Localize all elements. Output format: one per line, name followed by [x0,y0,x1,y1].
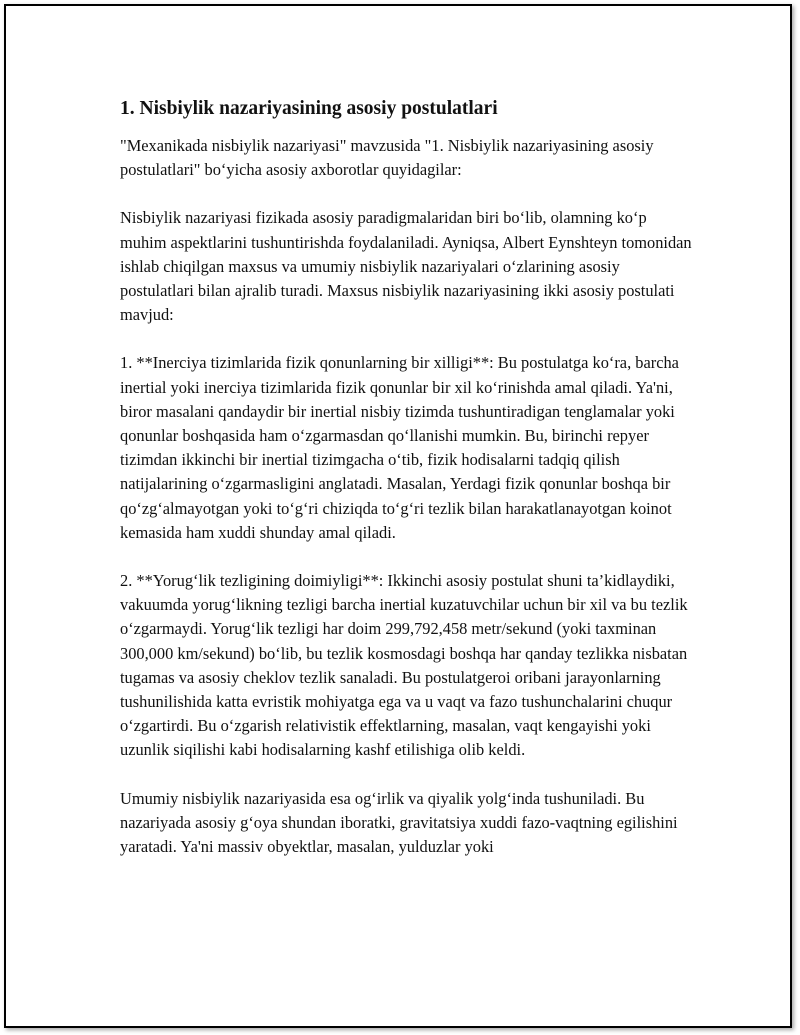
document-title: 1. Nisbiylik nazariyasining asosiy postulatlari [120,98,498,119]
document-body [120,96,694,883]
document-page [4,4,792,1028]
general-relativity-paragraph: Umumiy nisbiylik nazariyasida esa og‘irlik va qiyalik yolg‘inda tushuniladi. Bu nazariyada asosiy g‘oya shundan iboratki, gravitatsiya xuddi fazo-vaqtning egilishini yaratadi. Ya'ni massiv obyektlar, masalan, yulduzlar yoki [120,788,678,857]
postulate-one-paragraph: 1. **Inerciya tizimlarida fizik qonunlarning bir xilligi**: Bu postulatga ko‘ra, barcha inertial yoki inerciya tizimlarida fizik qonunlar bir xil ko‘rinishda amal qiladi. Ya'ni, biror masalani qandaydir bir inertial nisbiy tizimda tushuntiradigan tenglamalar yoki qonunlar boshqasida ham o‘zgarmasdan qo‘llanishi mumkin. Bu, birinchi repyer tizimdan ikkinchi bir inertial tizimgacha o‘tib, fizik hodisalarni tadqiq qilish natijalarining o‘zgarmasligini anglatadi. Masalan, Yerdagi fizik qonunlar boshqa bir qo‘zg‘almayotgan yoki to‘g‘ri chiziqda to‘g‘ri tezlik bilan harakatlanayotgan koinot kemasida ham xuddi shunday amal qiladi. [120,353,679,542]
intro-paragraph: "Mexanikada nisbiylik nazariyasi" mavzusida "1. Nisbiylik nazariyasining asosiy postulatlari" bo‘yicha asosiy axborotlar quyidagilar: [120,136,654,180]
overview-paragraph: Nisbiylik nazariyasi fizikada asosiy paradigmalaridan biri bo‘lib, olamning ko‘p muhim aspektlarini tushuntirishda foydalaniladi. Ayniqsa, Albert Eynshteyn tomonidan ishlab chiqilgan maxsus va umumiy nisbiylik nazariyalari o‘zlarining asosiy postulatlari bilan ajralib turadi. Maxsus nisbiylik nazariyasining ikki asosiy postulati mavjud: [120,208,692,325]
postulate-two-paragraph: 2. **Yorug‘lik tezligining doimiyligi**: Ikkinchi asosiy postulat shuni ta’kidlaydiki, vakuumda yorug‘likning tezligi barcha inertial kuzatuvchilar uchun bir xil va bu tezlik o‘zgarmaydi. Yorug‘lik tezligi har doim 299,792,458 metr/sekund (yoki taxminan 300,000 km/sekund) bo‘lib, bu tezlik kosmosdagi boshqa har qanday tezlikka nisbatan tugamas va asosiy cheklov tezlik sanaladi. Bu postulatgeroi oribani jarayonlarning tushunilishida katta evristik mohiyatga ega va u vaqt va fazo tushunchalarini chuqur o‘zgartirdi. Bu o‘zgarish relativistik effektlarning, masalan, vaqt kengayishi yoki uzunlik siqilishi kabi hodisalarning kashf etilishiga olib keldi. [120,571,688,760]
